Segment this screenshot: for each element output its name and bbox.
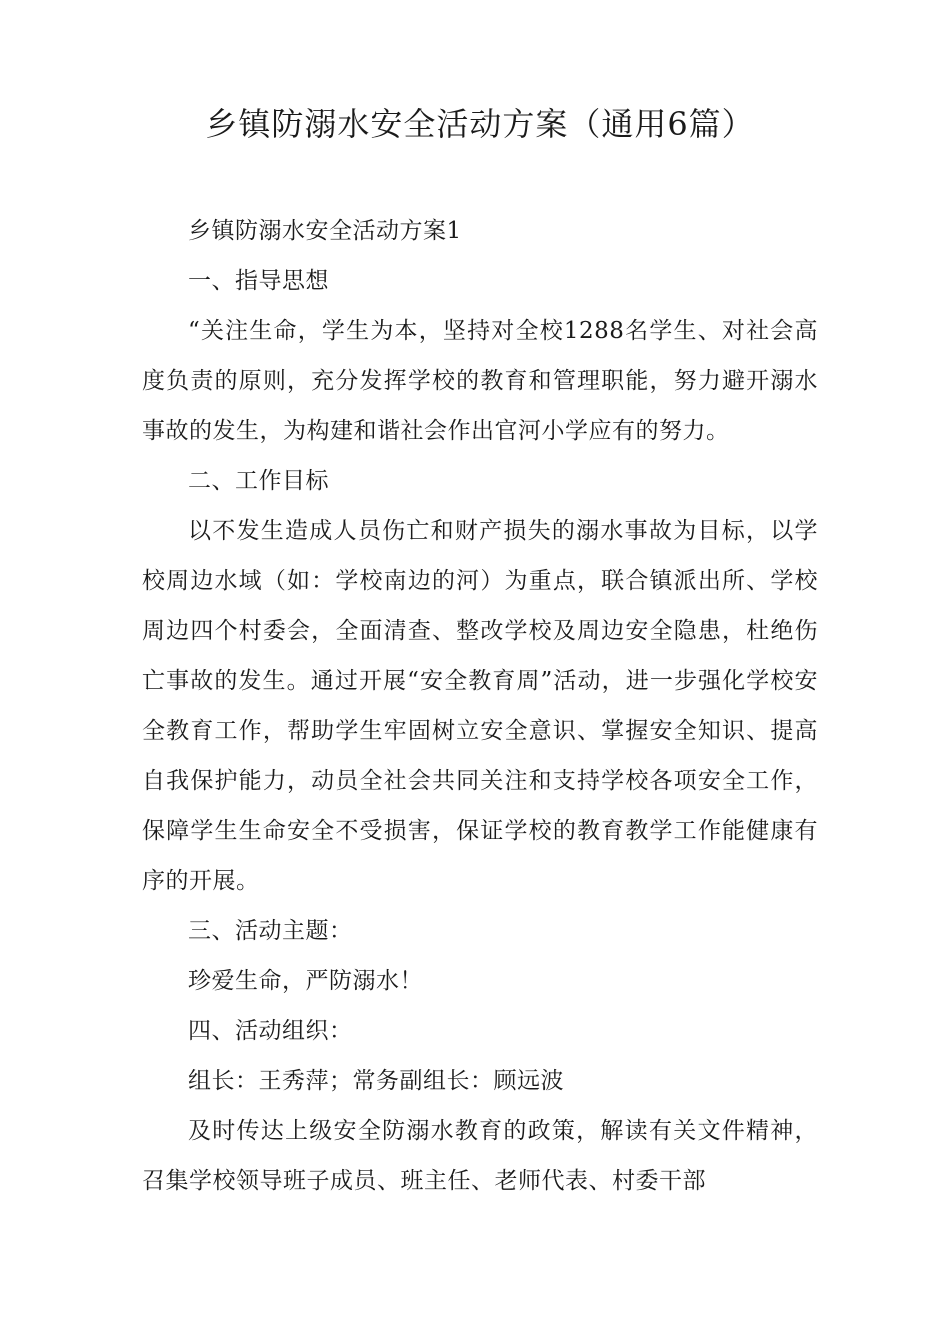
section-heading: 三、活动主题： (188, 918, 353, 944)
paragraph: 组长：王秀萍；常务副组长：顾远波 (188, 1068, 564, 1094)
paragraph: 以不发生造成人员伤亡和财产损失的溺水事故为目标，以学校周边水域（如：学校南边的河）为重点，联合镇派出所、学校周边四个村委会，全面清查、整改学校及周边安全隐患，杜绝伤亡事故的发生。通过开展“安全教育周”活动，进一步强化学校安全教育工作，帮助学生牢固树立安全意识、掌握安全知识、提高自我保护能力，动员全社会共同关注和支持学校各项安全工作，保障学生生命安全不受损害，保证学校的教育教学工作能健康有序的开展。 (142, 518, 818, 894)
paragraph: “关注生命，学生为本，坚持对全校1288名学生、对社会高度负责的原则，充分发挥学校的教育和管理职能，努力避开溺水事故的发生，为构建和谐社会作出官河小学应有的努力。 (142, 318, 818, 444)
section-heading: 四、活动组织： (188, 1018, 353, 1044)
paragraph: 珍爱生命，严防溺水！ (188, 968, 423, 994)
section-heading: 一、指导思想 (188, 268, 329, 294)
section-heading: 二、工作目标 (188, 468, 329, 494)
document-body (142, 206, 818, 1206)
paragraph: 及时传达上级安全防溺水教育的政策，解读有关文件精神，召集学校领导班子成员、班主任、老师代表、村委干部 (142, 1118, 818, 1194)
section-heading: 乡镇防溺水安全活动方案1 (188, 218, 462, 244)
document-title: 乡镇防溺水安全活动方案（通用6篇） (205, 105, 755, 143)
